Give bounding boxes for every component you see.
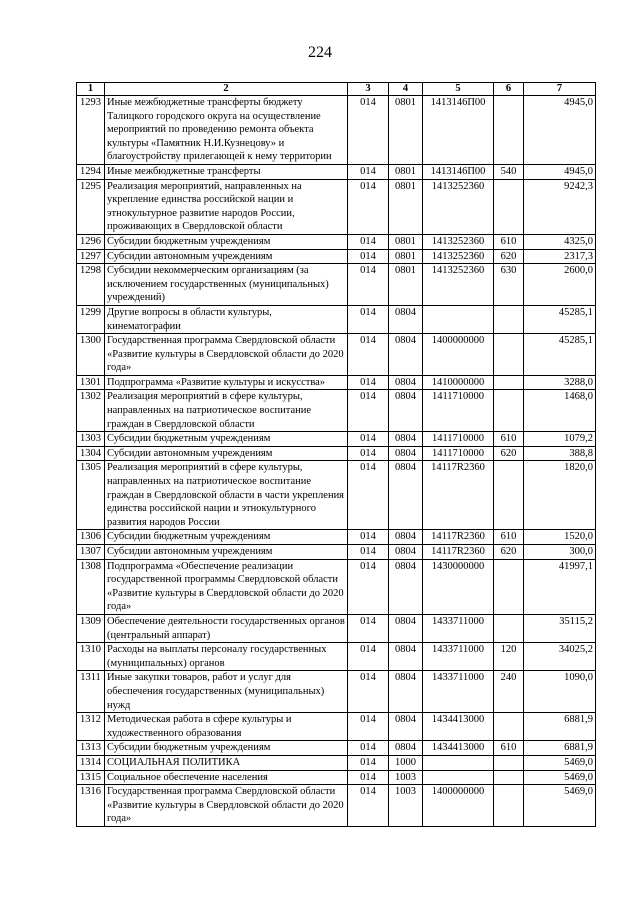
row-number: 1313: [77, 741, 105, 756]
row-section-code: 0804: [389, 545, 423, 560]
row-ministry-code: 014: [348, 179, 389, 234]
table-header: [77, 83, 596, 96]
row-description: Иные закупки товаров, работ и услуг для обеспечения государственных (муниципальных) нужд: [105, 671, 348, 713]
row-amount: 5469,0: [524, 785, 596, 827]
row-expense-type: 610: [494, 432, 524, 447]
row-number: 1293: [77, 96, 105, 165]
row-number: 1303: [77, 432, 105, 447]
row-number: 1299: [77, 305, 105, 333]
page-number: 224: [308, 44, 332, 61]
row-target-code: 1413146П00: [423, 164, 494, 179]
row-section-code: 0804: [389, 390, 423, 432]
row-description: Субсидии бюджетным учреждениям: [105, 741, 348, 756]
row-amount: 4945,0: [524, 164, 596, 179]
row-section-code: 0804: [389, 375, 423, 390]
row-ministry-code: 014: [348, 446, 389, 461]
row-ministry-code: 014: [348, 614, 389, 642]
row-section-code: 1000: [389, 755, 423, 770]
row-number: 1295: [77, 179, 105, 234]
row-description: Реализация мероприятий в сфере культуры, направленных на патриотическое воспитание граждан в Свердловской области: [105, 390, 348, 432]
row-number: 1306: [77, 530, 105, 545]
row-target-code: 1410000000: [423, 375, 494, 390]
row-target-code: 1433711000: [423, 671, 494, 713]
row-ministry-code: 014: [348, 390, 389, 432]
row-section-code: 0804: [389, 334, 423, 376]
row-number: 1294: [77, 164, 105, 179]
row-ministry-code: 014: [348, 643, 389, 671]
row-description: Субсидии бюджетным учреждениям: [105, 530, 348, 545]
table-row: [77, 713, 596, 741]
row-target-code: [423, 770, 494, 785]
row-ministry-code: 014: [348, 559, 389, 614]
row-ministry-code: 014: [348, 432, 389, 447]
table-row: [77, 234, 596, 249]
row-amount: 5469,0: [524, 770, 596, 785]
row-target-code: 1411710000: [423, 446, 494, 461]
header-col-5: 5: [423, 83, 494, 96]
table-row: [77, 446, 596, 461]
row-description: Субсидии бюджетным учреждениям: [105, 234, 348, 249]
row-section-code: 0804: [389, 432, 423, 447]
row-number: 1310: [77, 643, 105, 671]
row-section-code: 0804: [389, 305, 423, 333]
row-ministry-code: 014: [348, 770, 389, 785]
row-number: 1298: [77, 264, 105, 306]
row-expense-type: 610: [494, 741, 524, 756]
row-number: 1305: [77, 461, 105, 530]
row-number: 1302: [77, 390, 105, 432]
row-amount: 300,0: [524, 545, 596, 560]
row-ministry-code: 014: [348, 741, 389, 756]
table-row: [77, 432, 596, 447]
row-expense-type: [494, 179, 524, 234]
row-amount: 2600,0: [524, 264, 596, 306]
row-ministry-code: 014: [348, 785, 389, 827]
row-amount: 4325,0: [524, 234, 596, 249]
row-ministry-code: 014: [348, 713, 389, 741]
row-section-code: 0801: [389, 249, 423, 264]
row-expense-type: [494, 305, 524, 333]
row-amount: 41997,1: [524, 559, 596, 614]
row-expense-type: 240: [494, 671, 524, 713]
row-number: 1301: [77, 375, 105, 390]
row-description: Субсидии автономным учреждениям: [105, 446, 348, 461]
row-ministry-code: 014: [348, 461, 389, 530]
row-ministry-code: 014: [348, 234, 389, 249]
row-description: Подпрограмма «Обеспечение реализации государственной программы Свердловской области «Развитие культуры в Свердловской области до 2020 года»: [105, 559, 348, 614]
header-col-2: 2: [105, 83, 348, 96]
row-amount: 1468,0: [524, 390, 596, 432]
row-description: Обеспечение деятельности государственных органов (центральный аппарат): [105, 614, 348, 642]
budget-table: [76, 82, 596, 827]
table-row: [77, 671, 596, 713]
table-row: [77, 461, 596, 530]
row-section-code: 0804: [389, 530, 423, 545]
row-amount: 1820,0: [524, 461, 596, 530]
header-col-1: 1: [77, 83, 105, 96]
row-number: 1316: [77, 785, 105, 827]
row-description: Другие вопросы в области культуры, кинематографии: [105, 305, 348, 333]
row-description: Субсидии некоммерческим организациям (за исключением государственных (муниципальных) учреждений): [105, 264, 348, 306]
row-section-code: 0801: [389, 264, 423, 306]
table-row: [77, 334, 596, 376]
row-amount: 2317,3: [524, 249, 596, 264]
table-row: [77, 179, 596, 234]
row-expense-type: [494, 461, 524, 530]
row-ministry-code: 014: [348, 375, 389, 390]
row-description: Социальное обеспечение населения: [105, 770, 348, 785]
row-expense-type: 620: [494, 249, 524, 264]
row-amount: 388,8: [524, 446, 596, 461]
row-target-code: 14117R2360: [423, 530, 494, 545]
row-number: 1307: [77, 545, 105, 560]
table-row: [77, 530, 596, 545]
row-expense-type: [494, 614, 524, 642]
row-number: 1300: [77, 334, 105, 376]
row-expense-type: [494, 390, 524, 432]
table-row: [77, 755, 596, 770]
row-number: 1315: [77, 770, 105, 785]
row-expense-type: [494, 375, 524, 390]
row-number: 1308: [77, 559, 105, 614]
row-amount: 34025,2: [524, 643, 596, 671]
table-row: [77, 375, 596, 390]
row-section-code: 1003: [389, 770, 423, 785]
row-ministry-code: 014: [348, 96, 389, 165]
row-ministry-code: 014: [348, 264, 389, 306]
table-row: [77, 305, 596, 333]
row-section-code: 0804: [389, 559, 423, 614]
row-description: Субсидии автономным учреждениям: [105, 249, 348, 264]
row-section-code: 0804: [389, 643, 423, 671]
table-body: [77, 96, 596, 827]
row-amount: 45285,1: [524, 334, 596, 376]
row-description: Реализация мероприятий, направленных на укрепление единства российской нации и этнокультурное развитие народов России, проживающих в Свердловской области: [105, 179, 348, 234]
row-target-code: 1400000000: [423, 334, 494, 376]
header-col-7: 7: [524, 83, 596, 96]
row-description: Подпрограмма «Развитие культуры и искусства»: [105, 375, 348, 390]
row-ministry-code: 014: [348, 545, 389, 560]
row-amount: 3288,0: [524, 375, 596, 390]
row-expense-type: 610: [494, 530, 524, 545]
row-number: 1297: [77, 249, 105, 264]
row-expense-type: [494, 755, 524, 770]
row-expense-type: [494, 713, 524, 741]
table-row: [77, 545, 596, 560]
row-section-code: 0801: [389, 234, 423, 249]
table-row: [77, 614, 596, 642]
row-ministry-code: 014: [348, 249, 389, 264]
table-row: [77, 264, 596, 306]
table-row: [77, 164, 596, 179]
row-expense-type: [494, 334, 524, 376]
row-number: 1312: [77, 713, 105, 741]
header-col-3: 3: [348, 83, 389, 96]
row-target-code: [423, 755, 494, 770]
row-target-code: 1411710000: [423, 390, 494, 432]
row-description: Государственная программа Свердловской области «Развитие культуры в Свердловской области до 2020 года»: [105, 785, 348, 827]
row-amount: 1520,0: [524, 530, 596, 545]
row-ministry-code: 014: [348, 530, 389, 545]
header-col-4: 4: [389, 83, 423, 96]
row-amount: 45285,1: [524, 305, 596, 333]
row-expense-type: 120: [494, 643, 524, 671]
row-section-code: 0804: [389, 461, 423, 530]
row-target-code: 1434413000: [423, 741, 494, 756]
row-number: 1309: [77, 614, 105, 642]
table-row: [77, 643, 596, 671]
table-row: [77, 249, 596, 264]
row-target-code: [423, 305, 494, 333]
row-description: Субсидии автономным учреждениям: [105, 545, 348, 560]
row-section-code: 0801: [389, 179, 423, 234]
row-target-code: 1413252360: [423, 234, 494, 249]
row-target-code: 1430000000: [423, 559, 494, 614]
table-row: [77, 785, 596, 827]
row-expense-type: 630: [494, 264, 524, 306]
row-target-code: 1433711000: [423, 643, 494, 671]
row-description: СОЦИАЛЬНАЯ ПОЛИТИКА: [105, 755, 348, 770]
row-amount: 1079,2: [524, 432, 596, 447]
row-description: Методическая работа в сфере культуры и художественного образования: [105, 713, 348, 741]
row-ministry-code: 014: [348, 755, 389, 770]
row-amount: 6881,9: [524, 741, 596, 756]
row-section-code: 0804: [389, 614, 423, 642]
row-target-code: 1413252360: [423, 249, 494, 264]
row-target-code: 14117R2360: [423, 545, 494, 560]
row-section-code: 0804: [389, 741, 423, 756]
row-amount: 4945,0: [524, 96, 596, 165]
row-target-code: 1411710000: [423, 432, 494, 447]
row-amount: 6881,9: [524, 713, 596, 741]
row-description: Иные межбюджетные трансферты бюджету Талицкого городского округа на осуществление мероприятий по проведению ремонта объекта культуры «Памятник Н.И.Кузнецову» и благоустройству прилегающей к нему территории: [105, 96, 348, 165]
row-amount: 9242,3: [524, 179, 596, 234]
row-expense-type: 620: [494, 545, 524, 560]
table-row: [77, 741, 596, 756]
row-target-code: 1413146П00: [423, 96, 494, 165]
row-target-code: 1433711000: [423, 614, 494, 642]
row-expense-type: 540: [494, 164, 524, 179]
row-target-code: 1413252360: [423, 179, 494, 234]
row-target-code: 1400000000: [423, 785, 494, 827]
row-section-code: 0804: [389, 446, 423, 461]
table-row: [77, 559, 596, 614]
row-number: 1311: [77, 671, 105, 713]
row-description: Реализация мероприятий в сфере культуры, направленных на патриотическое воспитание граждан в Свердловской области в части укрепления единства российской нации и этнокультурного развития народов России: [105, 461, 348, 530]
row-ministry-code: 014: [348, 164, 389, 179]
row-expense-type: [494, 96, 524, 165]
row-expense-type: [494, 559, 524, 614]
row-target-code: 1434413000: [423, 713, 494, 741]
row-description: Иные межбюджетные трансферты: [105, 164, 348, 179]
table-row: [77, 770, 596, 785]
row-amount: 35115,2: [524, 614, 596, 642]
row-target-code: 1413252360: [423, 264, 494, 306]
row-section-code: 0801: [389, 164, 423, 179]
row-expense-type: [494, 770, 524, 785]
row-ministry-code: 014: [348, 671, 389, 713]
header-row: [77, 83, 596, 96]
row-description: Субсидии бюджетным учреждениям: [105, 432, 348, 447]
header-col-6: 6: [494, 83, 524, 96]
row-description: Расходы на выплаты персоналу государственных (муниципальных) органов: [105, 643, 348, 671]
row-description: Государственная программа Свердловской области «Развитие культуры в Свердловской области до 2020 года»: [105, 334, 348, 376]
row-expense-type: 620: [494, 446, 524, 461]
row-target-code: 14117R2360: [423, 461, 494, 530]
row-number: 1296: [77, 234, 105, 249]
table-row: [77, 390, 596, 432]
row-section-code: 0804: [389, 713, 423, 741]
row-amount: 1090,0: [524, 671, 596, 713]
row-section-code: 0804: [389, 671, 423, 713]
table-row: [77, 96, 596, 165]
row-section-code: 0801: [389, 96, 423, 165]
row-amount: 5469,0: [524, 755, 596, 770]
row-ministry-code: 014: [348, 334, 389, 376]
row-expense-type: [494, 785, 524, 827]
row-expense-type: 610: [494, 234, 524, 249]
row-number: 1314: [77, 755, 105, 770]
row-section-code: 1003: [389, 785, 423, 827]
row-number: 1304: [77, 446, 105, 461]
row-ministry-code: 014: [348, 305, 389, 333]
